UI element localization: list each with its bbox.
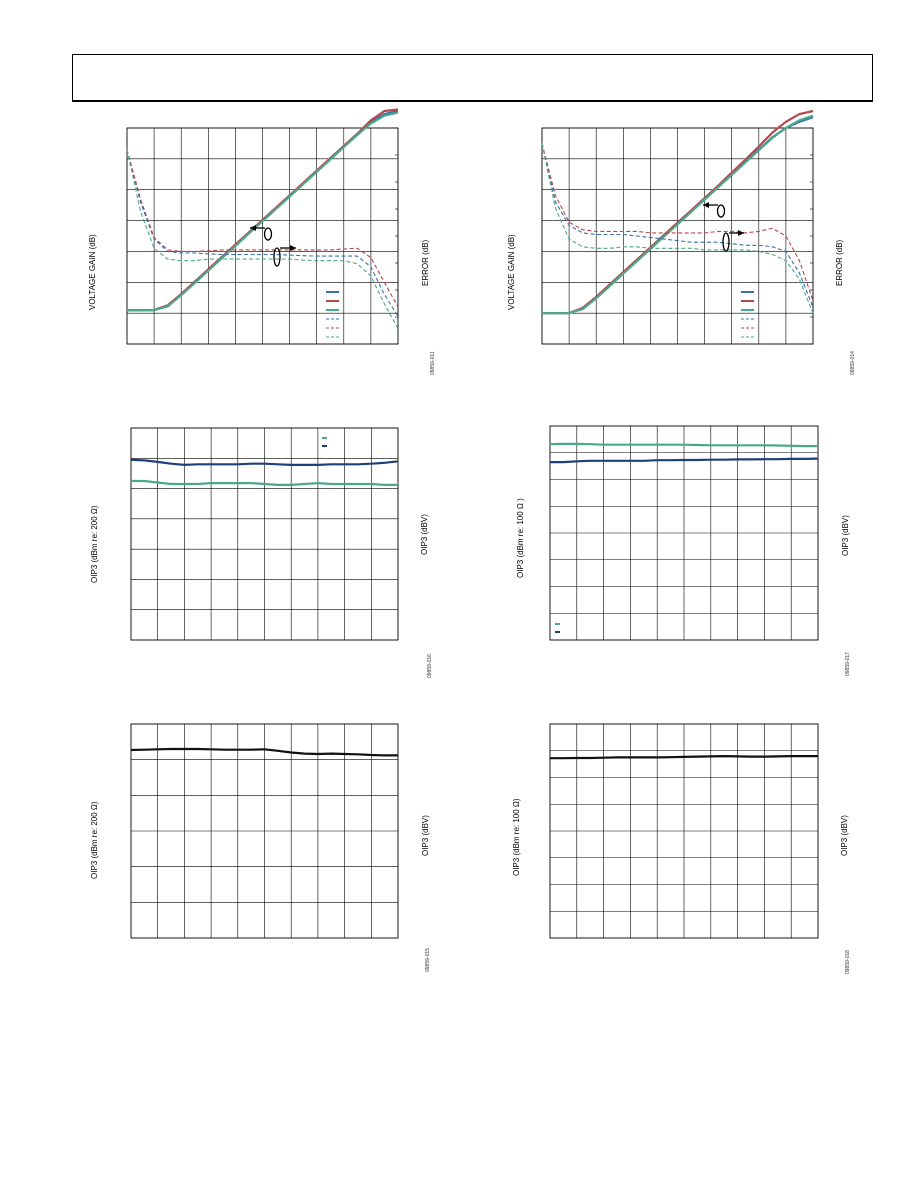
figure-id: 09859-018 [845,950,851,974]
chart-oip3-4 [500,716,865,978]
arrow-head-left [703,202,709,208]
y-axis-label-right: OIP3 (dBV) [420,514,429,555]
arrow-head-right [738,230,744,236]
annotation-ellipse-gain [265,228,272,240]
y-axis-label-left: OIP3 (dBm re: 200 Ω) [90,801,99,879]
chart-svg [80,716,440,978]
figure-id: 09859-014 [850,351,856,375]
series-line-0 [550,756,818,758]
annotation-ellipse-error [274,248,280,266]
figure-id: 09859-017 [845,652,851,676]
chart-svg [80,120,440,380]
chart-svg [495,120,865,380]
y-axis-label-left: VOLTAGE GAIN (dB) [88,234,97,310]
annotation-ellipse-error [723,233,729,251]
y-axis-label-left: OIP3 (dBm re: 100 Ω) [512,798,521,876]
chart-voltage-gain-error-1 [80,120,440,380]
annotation-ellipse-gain [718,205,725,217]
chart-svg [500,716,865,978]
figure-id: 09859-016 [427,654,433,678]
chart-svg [80,420,440,680]
chart-oip3-3 [80,716,440,978]
y-axis-label-right: OIP3 (dBV) [840,815,849,856]
chart-voltage-gain-error-2 [495,120,865,380]
y-axis-label-right: OIP3 (dBV) [841,515,850,556]
y-axis-label-right: OIP3 (dBV) [421,815,430,856]
chart-svg [500,418,865,680]
page-header-box [72,54,873,102]
chart-oip3-1 [80,420,440,680]
chart-oip3-2 [500,418,865,680]
y-axis-label-left: VOLTAGE GAIN (dB) [507,234,516,310]
y-axis-label-right: ERROR (dB) [421,239,430,286]
figure-id: 09859-015 [425,948,431,972]
y-axis-label-left: OIP3 (dBm re: 100 Ω ) [516,498,525,578]
y-axis-label-left: OIP3 (dBm re: 200 Ω) [90,505,99,583]
figure-id: 09859-011 [430,351,436,375]
y-axis-label-right: ERROR (dB) [835,239,844,286]
series-line-0 [550,444,818,446]
